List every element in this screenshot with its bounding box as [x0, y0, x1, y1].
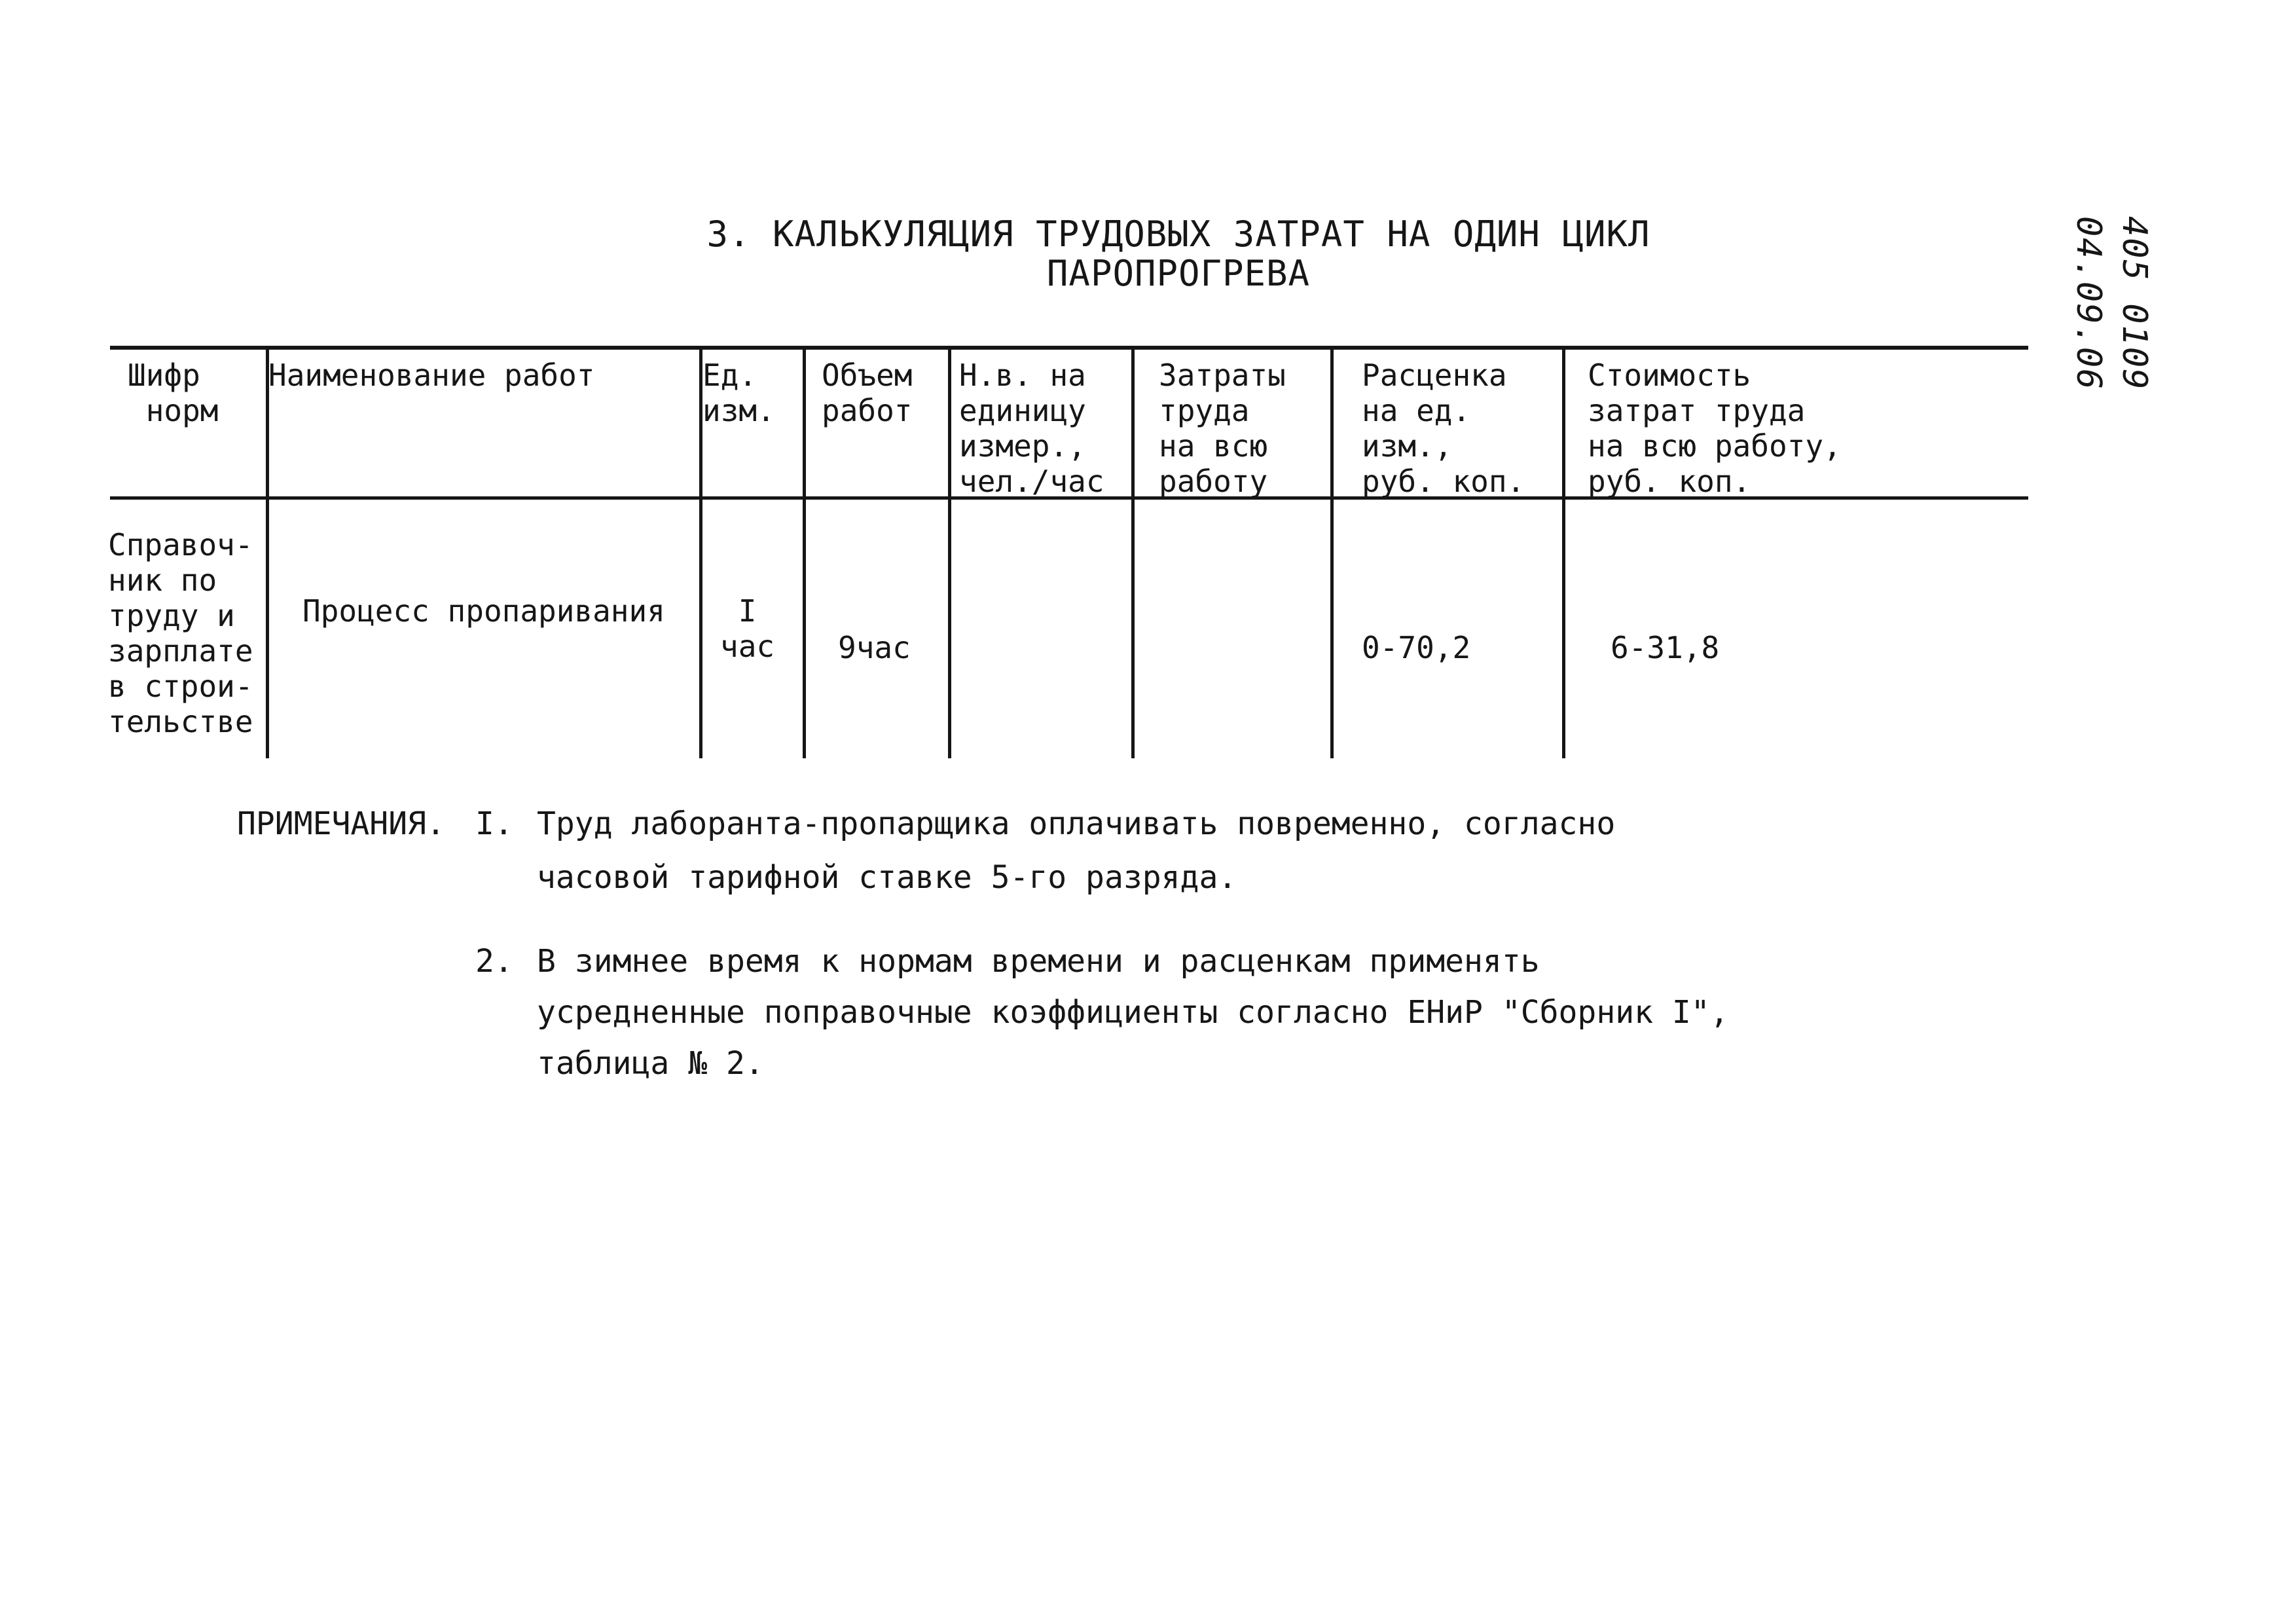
title-line-2: ПАРОПРОГРЕВА	[1046, 253, 1311, 294]
handwritten-doc-number: 405 0109	[2115, 216, 2154, 391]
header-volume: Объем работ	[822, 358, 913, 428]
header-unit: Ед. изм.	[702, 358, 775, 428]
row-volume: 9час	[838, 630, 911, 665]
title-line-1: 3. КАЛЬКУЛЯЦИЯ ТРУДОВЫХ ЗАТРАТ НА ОДИН ЦИКЛ	[706, 213, 1650, 255]
handwritten-date: 04.09.06	[2069, 216, 2108, 391]
header-labor-total: Затраты труда на всю работу	[1159, 358, 1286, 499]
row-code: Справоч- ник по труду и зарплате в строи- тельстве	[108, 527, 253, 739]
row-rate: 0-70,2	[1362, 630, 1471, 665]
column-divider	[1562, 346, 1565, 758]
note-1-line-2: часовой тарифной ставке 5-го разряда.	[537, 859, 1237, 896]
header-code: Шифр норм	[128, 358, 219, 428]
document-title	[589, 215, 1768, 293]
row-cost: 6-31,8	[1611, 630, 1720, 665]
header-time-norm: Н.в. на единицу измер., чел./час	[959, 358, 1104, 499]
column-divider	[803, 346, 806, 758]
column-divider	[1330, 346, 1334, 758]
header-cost: Стоимость затрат труда на всю работу, руб. коп.	[1588, 358, 1842, 499]
note-2-line-1: В зимнее время к нормам времени и расценкам применять	[537, 943, 1540, 980]
table-top-rule	[110, 346, 2028, 350]
note-2-number: 2.	[475, 943, 513, 980]
note-2-line-2: усредненные поправочные коэффициенты согласно ЕНиР "Сборник I",	[537, 994, 1729, 1031]
notes-label: ПРИМЕЧАНИЯ.	[237, 805, 445, 842]
note-2-line-3: таблица № 2.	[537, 1045, 764, 1082]
column-divider	[1131, 346, 1135, 758]
row-unit: I час	[720, 593, 775, 664]
header-rate: Расценка на ед. изм., руб. коп.	[1362, 358, 1525, 499]
header-work-name: Наименование работ	[268, 358, 595, 393]
note-1-line-1: Труд лаборанта-пропарщика оплачивать повременно, согласно	[537, 805, 1616, 842]
note-1-number: I.	[475, 805, 513, 842]
column-divider	[948, 346, 951, 758]
column-divider	[266, 346, 269, 758]
row-work-name: Процесс пропаривания	[302, 593, 665, 629]
